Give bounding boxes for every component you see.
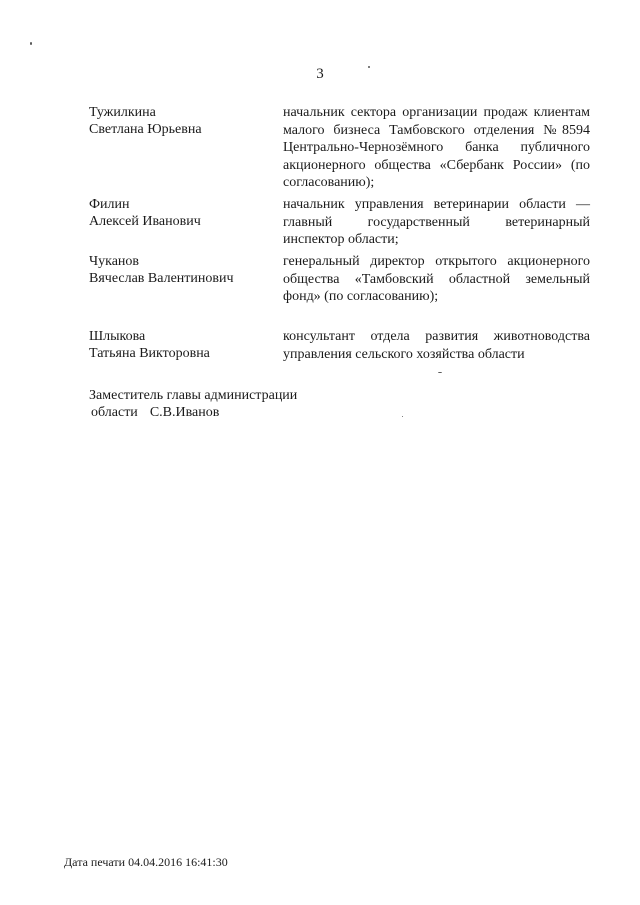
member-name [89,196,274,230]
print-date: Дата печати 04.04.2016 16:41:30 [64,855,228,869]
scan-speck [30,42,32,45]
signer-name: С.В.Иванов [149,405,220,420]
member-given-names: Светлана Юрьевна [89,122,202,137]
page-number: 3 [316,66,324,82]
scan-speck [368,66,370,68]
member-given-names: Вячеслав Валентинович [89,271,234,286]
member-given-names: Алексей Иванович [89,214,201,229]
member-name [89,253,274,287]
member-position: начальник управления ветеринарии области — главный государственный ветеринарный инспектор области; [283,197,590,247]
member-position: генеральный директор открытого акционерного общества «Тамбовский областной земельный фонд» (по согласованию); [283,254,590,304]
member-surname: Филин [89,197,130,212]
member-surname: Шлыкова [89,329,146,344]
member-name [89,104,274,138]
signature-title-line2 [89,404,297,421]
member-position: начальник сектора организации продаж клиентам малого бизнеса Тамбовского отделения №8594 Центрально-Чернозёмного банка публичного акционерного общества «Сбербанк России» (по согласованию); [283,105,590,190]
signature-block [89,387,297,421]
scan-speck [402,416,403,417]
member-name [89,328,274,362]
member-position: консультант отдела развития животноводства управления сельского хозяйства области [283,329,590,362]
scan-speck [438,372,442,373]
signature-title: Заместитель главы администрации [89,388,298,403]
member-given-names: Татьяна Викторовна [89,346,210,361]
signature-region: области [91,405,138,420]
member-surname: Чуканов [89,254,140,269]
member-surname: Тужилкина [89,105,156,120]
